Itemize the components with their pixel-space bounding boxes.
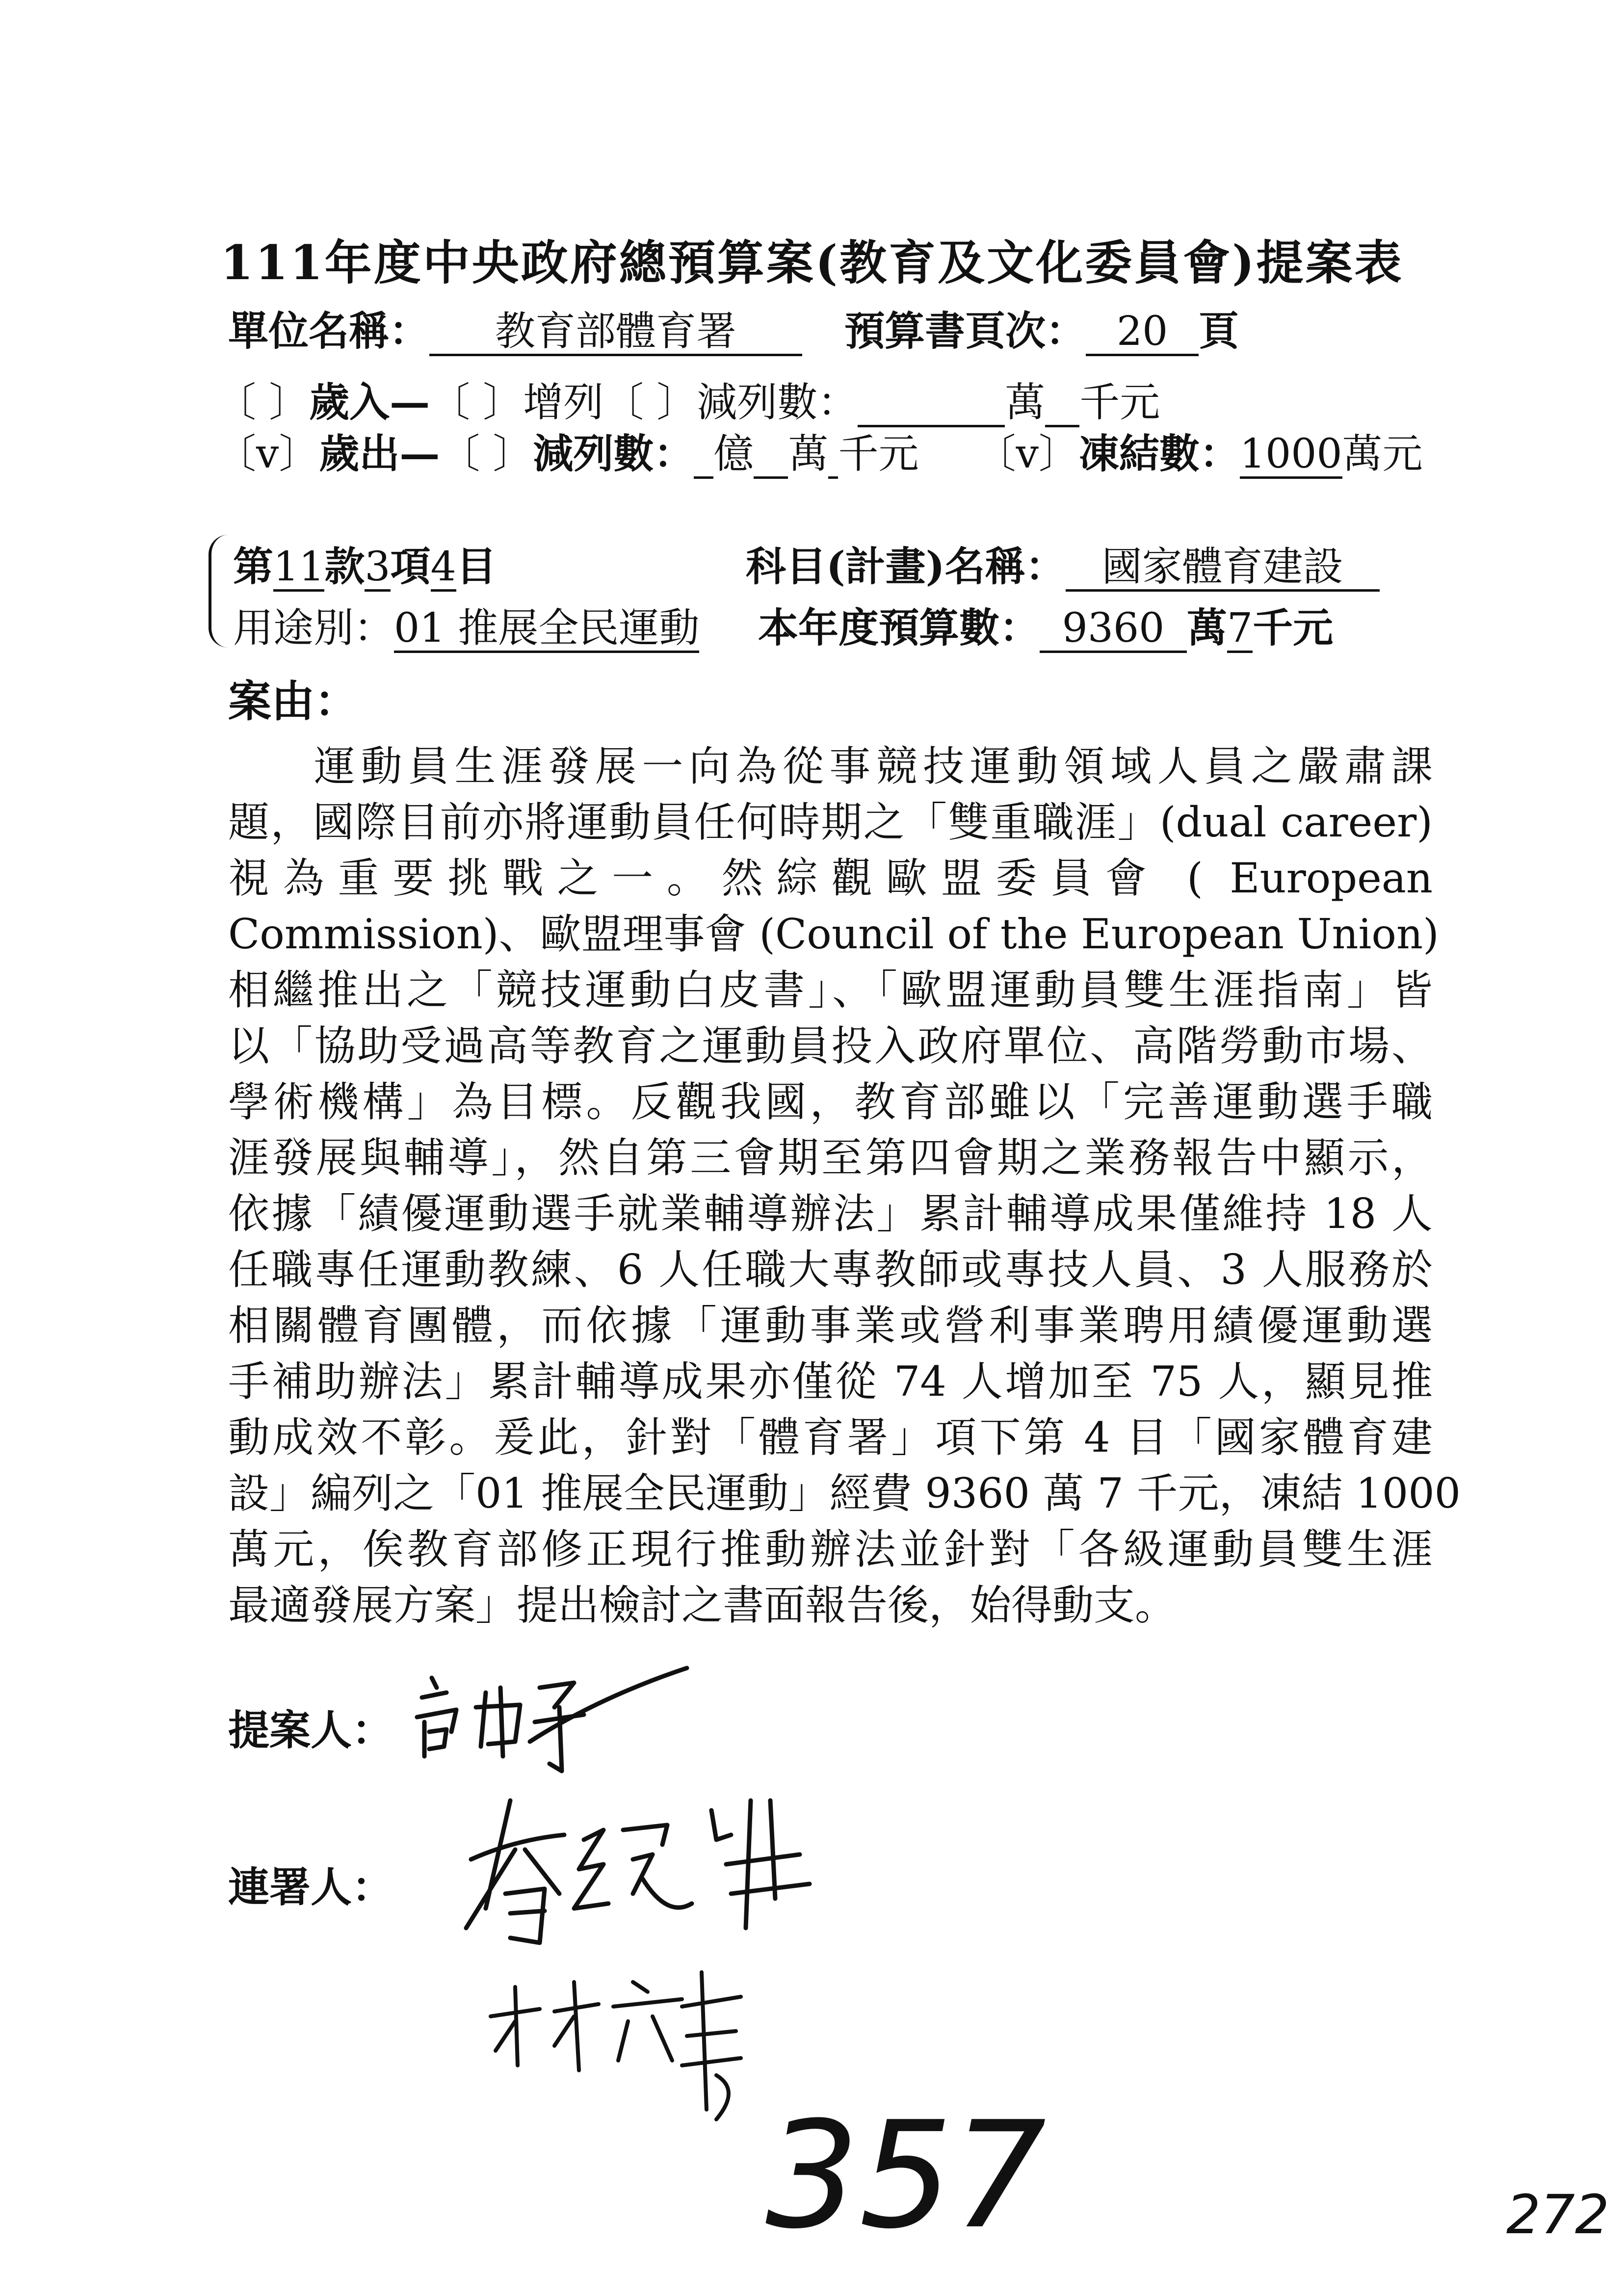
freeze-label: 凍結數： — [1078, 430, 1240, 477]
bracket — [209, 535, 231, 648]
expense-row — [216, 422, 1423, 479]
expense-label: 歲出— — [319, 430, 440, 477]
item-xiang-label: 項 — [390, 543, 431, 590]
page-suffix: 頁 — [1199, 308, 1239, 355]
item-kuan-label: 款 — [324, 543, 365, 590]
reason-line: 設」編列之「01 推展全民運動」經費 9360 萬 7 千元，凍結 1000 — [228, 1469, 1461, 1517]
unit-label: 單位名稱： — [228, 308, 430, 355]
item-row — [233, 535, 497, 592]
item-xiang: 3 — [365, 545, 390, 592]
revenue-add: 〔 〕增列 — [430, 379, 604, 426]
subject-row — [746, 535, 1380, 592]
reason-line: Commission)、歐盟理事會 (Council of the European Union) — [228, 910, 1439, 958]
budget-row — [758, 596, 1333, 653]
reason-line: 動成效不彰。爰此，針對「體育署」項下第 4 目「國家體育建 — [228, 1413, 1433, 1461]
revenue-cut: 〔 〕減列數： — [603, 379, 858, 426]
budget-qian: 7 — [1227, 606, 1253, 653]
budget-wan: 9360 — [1040, 606, 1187, 653]
freeze-suffix: 萬元 — [1342, 431, 1423, 477]
budget-qian-unit: 千元 — [1253, 604, 1334, 652]
page-label: 預算書頁次： — [844, 308, 1086, 355]
item-mu: 4 — [431, 545, 456, 592]
expense-yi: 億 — [713, 431, 754, 477]
expense-qian: 千元 — [838, 431, 919, 477]
reason-line: 萬元，俟教育部修正現行推動辦法並針對「各級運動員雙生涯 — [228, 1525, 1433, 1573]
expense-wan: 萬 — [788, 431, 829, 477]
reason-line: 題，國際目前亦將運動員任何時期之「雙重職涯」(dual career) — [228, 798, 1433, 846]
cosigner-label: 連署人： — [228, 1863, 393, 1911]
reason-line: 依據「績優運動選手就業輔導辦法」累計輔導成果僅維持 18 人 — [228, 1190, 1433, 1238]
use-row — [233, 596, 699, 653]
reason-line: 任職專任運動教練、6 人任職大專教師或專技人員、3 人服務於 — [228, 1246, 1433, 1294]
subject-value: 國家體育建設 — [1066, 545, 1380, 592]
reason-line: 手補助辦法」累計輔導成果亦僅從 74 人增加至 75 人，顯見推 — [228, 1357, 1433, 1406]
freeze-value: 1000 — [1240, 432, 1342, 479]
revenue-qian: 千元 — [1079, 379, 1160, 426]
item-kuan: 11 — [273, 545, 324, 592]
unit-row — [228, 299, 1239, 357]
revenue-check: 〔 〕 — [216, 379, 310, 426]
reason-line: 相繼推出之「競技運動白皮書」、「歐盟運動員雙生涯指南」皆 — [228, 966, 1433, 1014]
use-value: 01 推展全民運動 — [394, 606, 699, 653]
reason-line: 相關體育團體，而依據「運動事業或營利事業聘用績優運動選 — [228, 1302, 1433, 1350]
proposer-signature — [402, 1658, 707, 1786]
reason-line: 學術機構」為目標。反觀我國，教育部雖以「完善運動選手職 — [228, 1078, 1433, 1126]
subject-label: 科目(計畫)名稱： — [746, 543, 1066, 590]
document-title: 111年度中央政府總預算案(教育及文化委員會)提案表 — [220, 235, 1404, 290]
item-mu-label: 目 — [456, 543, 497, 590]
revenue-row — [216, 370, 1160, 428]
page-value: 20 — [1086, 310, 1199, 356]
reason-line: 涯發展與輔導」，然自第三會期至第四會期之業務報告中顯示， — [228, 1134, 1433, 1182]
freeze-check: 〔v〕 — [975, 431, 1079, 477]
item-di: 第 — [233, 543, 274, 590]
revenue-wan: 萬 — [1005, 379, 1046, 426]
reason-label: 案由： — [228, 676, 358, 727]
expense-check: 〔v〕 — [216, 431, 319, 477]
expense-cut-check: 〔 〕 — [440, 431, 533, 477]
expense-cut-label: 減列數： — [533, 430, 694, 477]
proposer-label: 提案人： — [228, 1706, 393, 1754]
budget-wan-unit: 萬 — [1187, 604, 1228, 652]
unit-value: 教育部體育署 — [429, 310, 802, 356]
use-label: 用途別： — [233, 605, 394, 652]
reason-line: 視為重要挑戰之一。然綜觀歐盟委員會 ( European — [228, 854, 1433, 902]
reason-line: 以「協助受過高等教育之運動員投入政府單位、高階勞動市場、 — [228, 1022, 1433, 1070]
revenue-label: 歲入— — [309, 379, 430, 426]
budget-label: 本年度預算數： — [758, 604, 1040, 652]
page-number: 272 — [1506, 2183, 1609, 2246]
handwritten-number: 357 — [765, 2090, 1047, 2261]
reason-line: 運動員生涯發展一向為從事競技運動領域人員之嚴肅課 — [314, 742, 1433, 790]
reason-line: 最適發展方案」提出檢討之書面報告後，始得動支。 — [228, 1581, 1177, 1629]
